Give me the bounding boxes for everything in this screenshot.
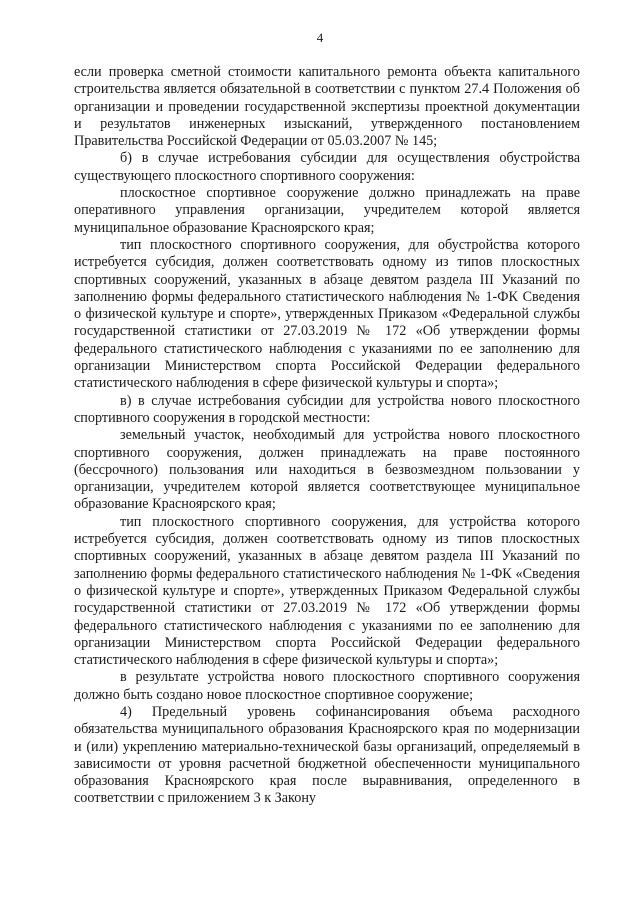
paragraph: плоскостное спортивное сооружение должно принадлежать на праве оперативного управления организации, учредителем которой является муниципальное образование Красноярского края;: [74, 185, 580, 236]
paragraph: тип плоскостного спортивного сооружения, для устройства которого истребуется субсидия, должен соответствовать одному из типов плоскостных спортивных сооружений, указанных в абзаце девятом раздела III Указаний по заполнению формы федерального статистического наблюдения № 1-ФК «Сведения о физической культуре и спорте», утвержденных Приказом Федеральной службы государственной статистики от 27.03.2019 № 172 «Об утверждении формы федерального статистического наблюдения с указаниями по ее заполнению для организации Министерством спорта Российской Федерации федерального статистического наблюдения в сфере физической культуры и спорта»;: [74, 513, 580, 669]
paragraph: земельный участок, необходимый для устройства нового плоскостного спортивного сооружения, должен принадлежать на праве постоянного (бессрочного) пользования или находиться в безвозмездном пользовании у организации, учредителем которой является соответствующее муниципальное образование Красноярского края;: [74, 427, 580, 513]
paragraph: б) в случае истребования субсидии для осуществления обустройства существующего плоскостного спортивного сооружения:: [74, 150, 580, 184]
document-body: [74, 64, 580, 808]
page-number: 4: [316, 30, 324, 45]
paragraph: 4) Предельный уровень софинансирования объема расходного обязательства муниципального образования Красноярского края по модернизации и (или) укреплению материально-технической базы организаций, определяемый в зависимости от уровня расчетной бюджетной обеспеченности муниципального образования Красноярского края после выравнивания, определенного в соответствии с приложением 3 к Закону: [74, 703, 580, 807]
paragraph: в) в случае истребования субсидии для устройства нового плоскостного спортивного сооружения в городской местности:: [74, 392, 580, 426]
paragraph: если проверка сметной стоимости капитального ремонта объекта капитального строительства является обязательной в соответствии с пунктом 27.4 Положения об организации и проведении государственной экспертизы проектной документации и результатов инженерных изысканий, утвержденного постановлением Правительства Российской Федерации от 05.03.2007 № 145;: [74, 64, 580, 150]
paragraph: тип плоскостного спортивного сооружения, для обустройства которого истребуется субсидия, должен соответствовать одному из типов плоскостных спортивных сооружений, указанных в абзаце девятом раздела III Указаний по заполнению формы федерального статистического наблюдения № 1-ФК Сведения о физической культуре и спорте», утвержденных Приказом «Федеральной службы государственной статистики от 27.03.2019 № 172 «Об утверждении формы федерального статистического наблюдения с указаниями по ее заполнению для организации Министерством спорта Российской Федерации федерального статистического наблюдения в сфере физической культуры и спорта»;: [74, 236, 580, 392]
paragraph: в результате устройства нового плоскостного спортивного сооружения должно быть создано новое плоскостное спортивное сооружение;: [74, 669, 580, 703]
